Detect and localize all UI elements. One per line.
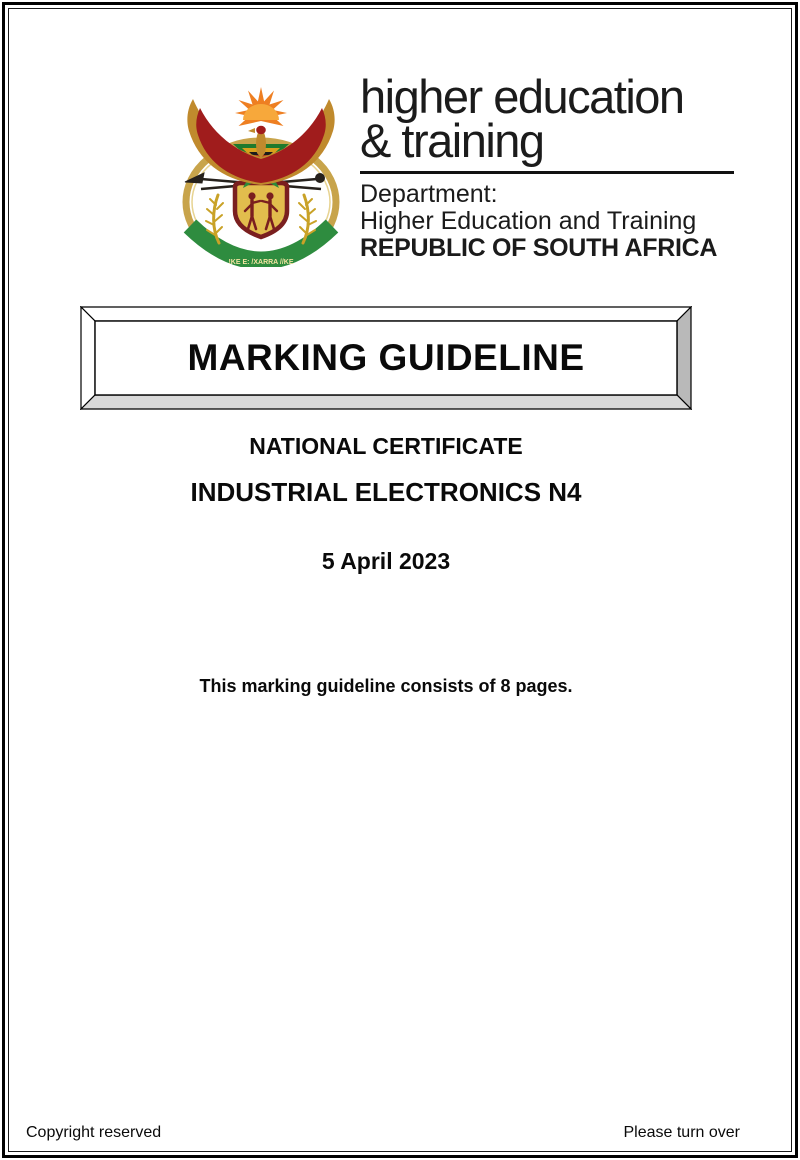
coat-of-arms-icon — [170, 75, 352, 267]
shield — [235, 183, 287, 237]
sunburst — [235, 87, 287, 126]
department-label: Department: — [360, 180, 498, 209]
country-name: REPUBLIC OF SOUTH AFRICA — [360, 234, 718, 263]
title-box — [80, 306, 692, 410]
department-name: Higher Education and Training — [360, 207, 697, 236]
certificate-heading: NATIONAL CERTIFICATE — [249, 433, 523, 459]
department-logo — [170, 70, 736, 267]
subject-heading: INDUSTRIAL ELECTRONICS N4 — [190, 477, 582, 507]
logo-divider — [360, 171, 734, 174]
motto-text: !KE E: /XARRA //KE — [228, 259, 294, 266]
copyright-notice: Copyright reserved — [26, 1124, 162, 1141]
logo-text-block — [360, 70, 736, 263]
page-title: MARKING GUIDELINE — [187, 337, 585, 378]
exam-date: 5 April 2023 — [321, 548, 451, 574]
turn-over-note: Please turn over — [623, 1124, 740, 1141]
logo-wordmark-line1: higher education — [360, 70, 684, 123]
logo-wordmark-line2: & training — [360, 113, 544, 167]
pages-note: This marking guideline consists of 8 pages. — [199, 676, 573, 696]
